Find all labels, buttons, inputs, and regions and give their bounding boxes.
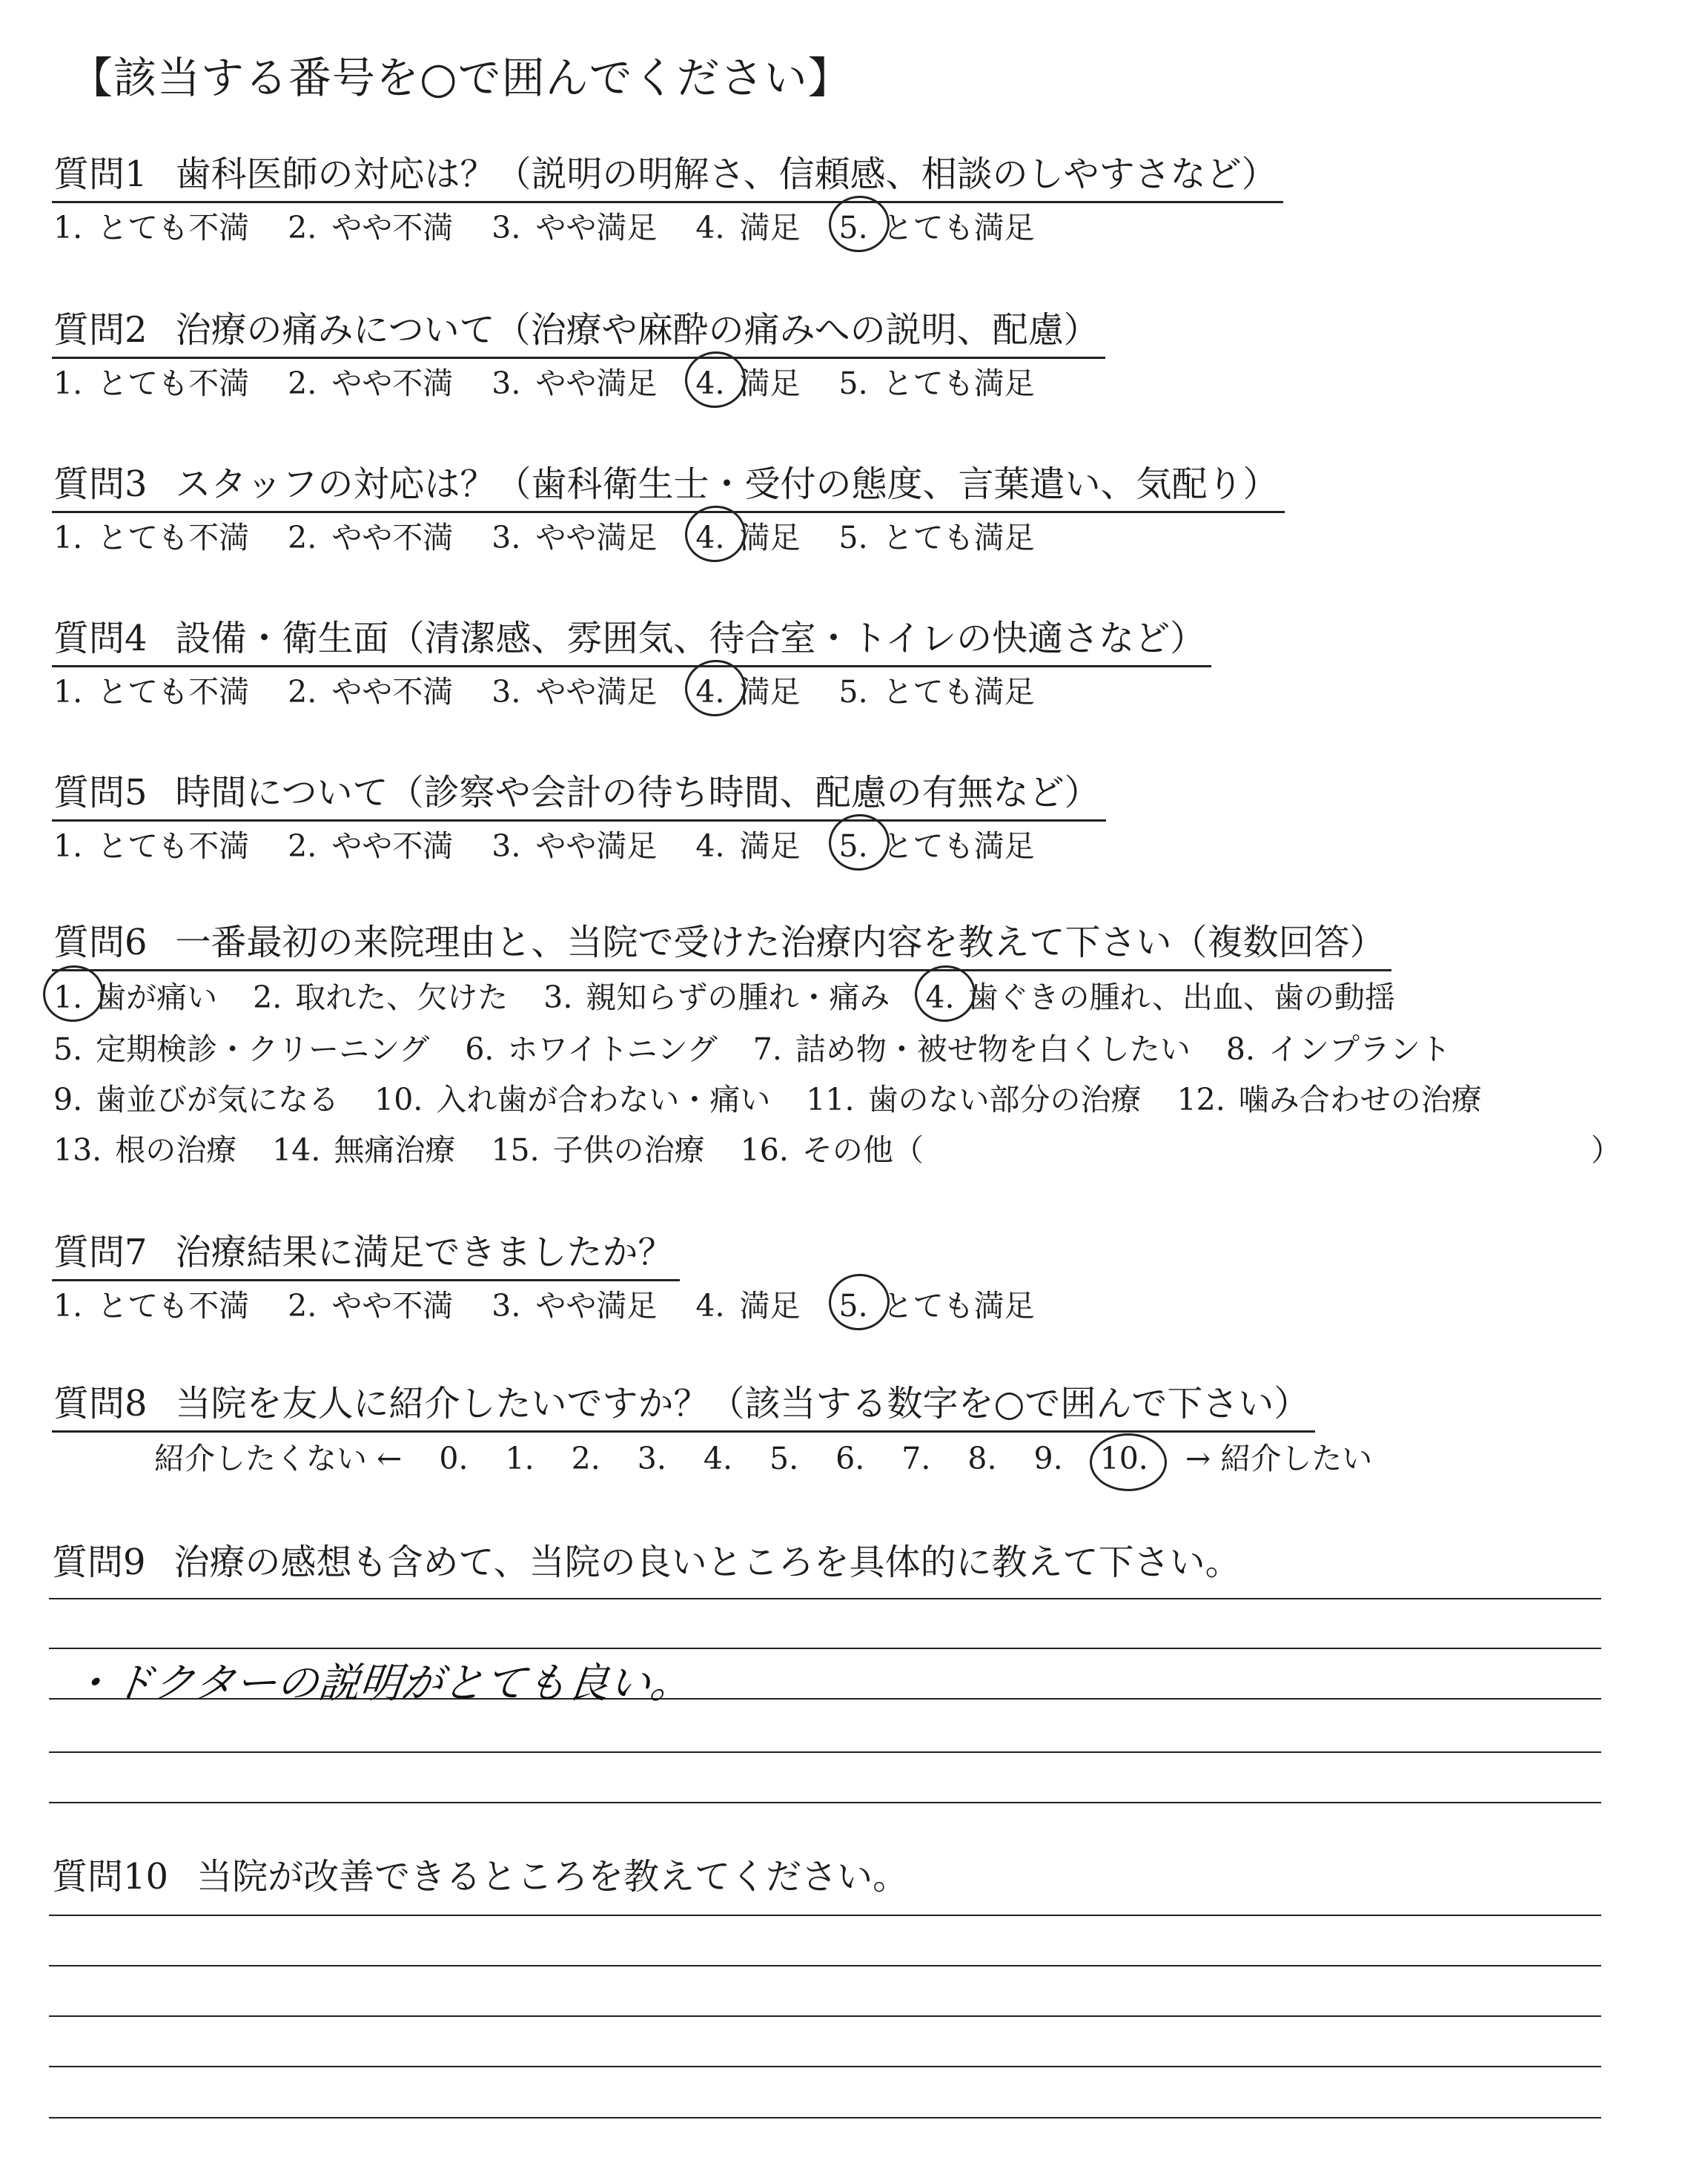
option-label: 歯ぐきの腫れ、出血、歯の動揺 bbox=[967, 980, 1395, 1015]
option-label: やや満足 bbox=[535, 828, 658, 864]
option-number: 15. bbox=[491, 1132, 540, 1168]
option-label: やや不満 bbox=[331, 828, 454, 864]
option-label: 定期検診・クリーニング bbox=[96, 1031, 430, 1067]
option-label: とても不満 bbox=[97, 520, 250, 555]
option-number: 2. bbox=[288, 210, 317, 245]
option-label: とても満足 bbox=[882, 210, 1035, 245]
option-number: 4. bbox=[925, 980, 955, 1015]
rating-option[interactable] bbox=[839, 1281, 1035, 1325]
option-label: 歯が痛い bbox=[96, 980, 218, 1015]
rating-option[interactable] bbox=[288, 203, 453, 247]
rating-option[interactable] bbox=[53, 1281, 249, 1325]
option-number: 2. bbox=[288, 674, 317, 710]
scale-right-label: → 紹介したい bbox=[1185, 1441, 1373, 1476]
question-number: 質問6 bbox=[53, 922, 148, 963]
option-label: 満足 bbox=[739, 674, 801, 710]
answer-line bbox=[49, 2066, 1601, 2067]
option-number: 6. bbox=[465, 1031, 494, 1067]
question-3-heading bbox=[52, 455, 1285, 513]
option-label: 満足 bbox=[739, 828, 801, 864]
checkbox-option[interactable] bbox=[925, 973, 1395, 1017]
rating-option[interactable] bbox=[839, 822, 1035, 865]
option-label: とても満足 bbox=[882, 366, 1035, 401]
option-number: 14. bbox=[272, 1132, 321, 1168]
option-label: とても満足 bbox=[882, 828, 1035, 864]
question-text: 治療結果に満足できましたか？ bbox=[175, 1232, 674, 1273]
other-close-paren: ） bbox=[1591, 1132, 1621, 1168]
checkbox-option[interactable] bbox=[753, 1025, 1191, 1069]
rating-option[interactable] bbox=[288, 667, 453, 711]
option-label: とても不満 bbox=[97, 1288, 250, 1324]
rating-option[interactable] bbox=[53, 667, 249, 711]
option-number: 5. bbox=[838, 520, 868, 555]
option-number: 1. bbox=[53, 1288, 83, 1324]
option-number: 5. bbox=[838, 828, 868, 864]
checkbox-option[interactable] bbox=[53, 973, 217, 1017]
question-10-heading bbox=[52, 1848, 908, 1899]
option-row bbox=[53, 1025, 1486, 1069]
option-number: 3. bbox=[491, 828, 521, 864]
option-number: 2. bbox=[288, 1288, 317, 1324]
checkbox-option[interactable] bbox=[253, 973, 508, 1017]
page-title: 【該当する番号を○で囲んでください】 bbox=[70, 53, 852, 103]
option-number: 3. bbox=[491, 520, 521, 555]
option-number: 4. bbox=[695, 828, 725, 864]
scale-value[interactable]: 2. bbox=[571, 1441, 600, 1476]
question-number: 質問3 bbox=[53, 463, 148, 505]
option-label: やや満足 bbox=[535, 1288, 658, 1324]
option-number: 3. bbox=[491, 366, 521, 401]
question-3-options bbox=[53, 513, 1073, 557]
checkbox-option[interactable] bbox=[53, 1075, 339, 1119]
option-number: 3. bbox=[543, 980, 573, 1015]
checkbox-option[interactable] bbox=[1226, 1025, 1451, 1069]
option-label: 取れた、欠けた bbox=[295, 980, 509, 1015]
option-number: 5. bbox=[53, 1031, 83, 1067]
question-text: 時間について（診察や会計の待ち時間、配慮の有無など） bbox=[175, 772, 1100, 813]
question-8-heading bbox=[52, 1375, 1315, 1433]
checkbox-option[interactable] bbox=[374, 1075, 770, 1119]
scale-value[interactable]: 8. bbox=[967, 1441, 997, 1476]
option-number: 2. bbox=[253, 980, 282, 1015]
option-label: とても不満 bbox=[97, 366, 250, 401]
option-label: やや不満 bbox=[331, 520, 454, 555]
checkbox-option[interactable] bbox=[272, 1126, 455, 1169]
rating-option[interactable] bbox=[491, 822, 657, 865]
option-label: やや満足 bbox=[535, 520, 658, 555]
option-label: とても満足 bbox=[882, 674, 1035, 710]
option-label: 親知らずの腫れ・痛み bbox=[586, 980, 890, 1015]
rating-option[interactable] bbox=[695, 667, 800, 711]
scale-value[interactable]: 7. bbox=[901, 1441, 931, 1476]
checkbox-option[interactable] bbox=[53, 1025, 429, 1069]
option-label: インプラント bbox=[1268, 1031, 1451, 1067]
option-label: やや不満 bbox=[331, 674, 454, 710]
option-label: 子供の治療 bbox=[552, 1132, 705, 1168]
rating-option[interactable] bbox=[839, 667, 1035, 711]
question-number: 質問5 bbox=[53, 772, 148, 813]
question-number: 質問8 bbox=[53, 1383, 148, 1424]
checkbox-option[interactable] bbox=[1177, 1075, 1482, 1119]
option-label: 歯のない部分の治療 bbox=[867, 1082, 1142, 1117]
option-number: 4. bbox=[695, 520, 725, 555]
question-6-heading bbox=[52, 914, 1391, 971]
question-4-heading bbox=[52, 610, 1211, 667]
answer-line bbox=[49, 1802, 1601, 1803]
option-number: 5. bbox=[838, 1288, 868, 1324]
question-1-options bbox=[53, 203, 1073, 247]
question-text: 当院が改善できるところを教えてください。 bbox=[196, 1856, 909, 1898]
option-label: 無痛治療 bbox=[334, 1132, 456, 1168]
rating-option[interactable] bbox=[839, 203, 1035, 247]
checkbox-option[interactable] bbox=[53, 1126, 236, 1169]
scale-value[interactable]: 1. bbox=[505, 1441, 534, 1476]
answer-line bbox=[49, 2015, 1601, 2017]
answer-line bbox=[49, 1598, 1601, 1599]
scale-value[interactable]: 4. bbox=[703, 1441, 733, 1476]
option-number: 4. bbox=[695, 1288, 725, 1324]
option-number: 4. bbox=[695, 210, 725, 245]
option-label: やや満足 bbox=[535, 366, 658, 401]
rating-option[interactable] bbox=[695, 822, 800, 865]
option-label: とても不満 bbox=[97, 674, 250, 710]
question-number: 質問1 bbox=[53, 153, 148, 195]
question-text: 一番最初の来院理由と、当院で受けた治療内容を教えて下さい（複数回答） bbox=[175, 922, 1386, 963]
option-number: 9. bbox=[53, 1082, 83, 1117]
option-label: 詰め物・被せ物を白くしたい bbox=[795, 1031, 1191, 1067]
answer-line bbox=[49, 1965, 1601, 1966]
recommend-scale bbox=[154, 1434, 1409, 1478]
option-label: ホワイトニング bbox=[507, 1031, 718, 1067]
option-label: 満足 bbox=[739, 1288, 801, 1324]
question-text: スタッフの対応は？（歯科衛生士・受付の態度、言葉遣い、気配り） bbox=[175, 463, 1279, 505]
option-label: その他（ bbox=[801, 1132, 924, 1168]
question-text: 当院を友人に紹介したいですか？（該当する数字を○で囲んで下さい） bbox=[175, 1383, 1310, 1424]
scale-value[interactable]: 5. bbox=[769, 1441, 799, 1476]
option-number: 5. bbox=[838, 366, 868, 401]
rating-option[interactable] bbox=[695, 359, 800, 403]
rating-option[interactable] bbox=[839, 513, 1035, 557]
question-number: 質問4 bbox=[53, 618, 148, 659]
option-number: 2. bbox=[288, 520, 317, 555]
scale-left-label: 紹介したくない ← bbox=[154, 1441, 403, 1476]
option-label: とても不満 bbox=[97, 828, 250, 864]
rating-option[interactable] bbox=[695, 203, 800, 247]
scale-value[interactable]: 3. bbox=[637, 1441, 666, 1476]
option-label: とても満足 bbox=[882, 520, 1035, 555]
option-number: 7. bbox=[752, 1031, 782, 1067]
question-text: 設備・衛生面（清潔感、雰囲気、待合室・トイレの快適さなど） bbox=[175, 618, 1206, 659]
rating-option[interactable] bbox=[53, 359, 249, 403]
option-number: 4. bbox=[695, 674, 725, 710]
rating-option[interactable] bbox=[695, 513, 800, 557]
rating-option[interactable] bbox=[839, 359, 1035, 403]
question-7-options bbox=[53, 1281, 1073, 1325]
option-label: やや満足 bbox=[535, 674, 658, 710]
question-2-heading bbox=[52, 301, 1105, 359]
rating-option[interactable] bbox=[288, 359, 453, 403]
option-number: 11. bbox=[806, 1082, 855, 1117]
question-text: 治療の感想も含めて、当院の良いところを具体的に教えて下さい。 bbox=[173, 1542, 1241, 1583]
scale-value[interactable]: 10. bbox=[1099, 1441, 1148, 1476]
question-number: 質問10 bbox=[52, 1856, 169, 1898]
option-label: 歯並びが気になる bbox=[96, 1082, 340, 1117]
rating-option[interactable] bbox=[491, 359, 657, 403]
rating-option[interactable] bbox=[288, 513, 453, 557]
question-2-options bbox=[53, 359, 1073, 403]
rating-option[interactable] bbox=[491, 203, 657, 247]
option-number: 8. bbox=[1225, 1031, 1255, 1067]
option-label: やや不満 bbox=[331, 1288, 454, 1324]
option-label: 噛み合わせの治療 bbox=[1238, 1082, 1482, 1117]
checkbox-option[interactable] bbox=[741, 1126, 924, 1169]
rating-option[interactable] bbox=[288, 1281, 453, 1325]
question-9-heading bbox=[52, 1533, 1241, 1585]
rating-option[interactable] bbox=[491, 513, 657, 557]
answer-line bbox=[49, 1915, 1601, 1916]
question-number: 質問7 bbox=[53, 1232, 148, 1273]
checkbox-option[interactable] bbox=[806, 1075, 1141, 1119]
option-number: 13. bbox=[53, 1132, 102, 1168]
rating-option[interactable] bbox=[288, 822, 453, 865]
answer-line bbox=[49, 1751, 1601, 1753]
option-number: 12. bbox=[1176, 1082, 1225, 1117]
question-number: 質問9 bbox=[52, 1542, 146, 1583]
option-label: 満足 bbox=[739, 520, 801, 555]
option-number: 2. bbox=[288, 828, 317, 864]
rating-option[interactable] bbox=[491, 1281, 657, 1325]
option-number: 10. bbox=[374, 1082, 423, 1117]
option-number: 5. bbox=[838, 674, 868, 710]
option-number: 2. bbox=[288, 366, 317, 401]
question-4-options bbox=[53, 667, 1073, 711]
option-number: 1. bbox=[53, 980, 83, 1015]
question-5-options bbox=[53, 822, 1073, 865]
option-number: 1. bbox=[53, 520, 83, 555]
scale-value[interactable]: 9. bbox=[1033, 1441, 1063, 1476]
option-label: やや不満 bbox=[331, 210, 454, 245]
option-number: 3. bbox=[491, 1288, 521, 1324]
option-row bbox=[53, 973, 1431, 1017]
scale-value[interactable]: 0. bbox=[439, 1441, 469, 1476]
answer-line bbox=[49, 2117, 1601, 2118]
scale-value[interactable]: 6. bbox=[835, 1441, 865, 1476]
option-number: 4. bbox=[695, 366, 725, 401]
option-label: 満足 bbox=[739, 210, 801, 245]
question-5-heading bbox=[52, 764, 1106, 822]
option-label: 根の治療 bbox=[115, 1132, 237, 1168]
handwritten-answer: ・ドクターの説明がとても良い。 bbox=[68, 1659, 695, 1708]
option-row bbox=[53, 1075, 1517, 1119]
option-label: やや不満 bbox=[331, 366, 454, 401]
rating-option[interactable] bbox=[53, 513, 249, 557]
checkbox-option[interactable] bbox=[491, 1126, 704, 1169]
question-7-heading bbox=[52, 1223, 680, 1281]
rating-option[interactable] bbox=[695, 1281, 800, 1325]
option-number: 1. bbox=[53, 674, 83, 710]
rating-option[interactable] bbox=[53, 203, 249, 247]
option-number: 1. bbox=[53, 828, 83, 864]
question-text: 歯科医師の対応は？（説明の明解さ、信頼感、相談のしやすさなど） bbox=[175, 153, 1277, 195]
option-row bbox=[53, 1126, 959, 1169]
option-label: 入れ歯が合わない・痛い bbox=[436, 1082, 771, 1117]
checkbox-option[interactable] bbox=[543, 973, 890, 1017]
option-number: 1. bbox=[53, 366, 83, 401]
option-number: 16. bbox=[740, 1132, 789, 1168]
question-number: 質問2 bbox=[53, 309, 148, 351]
option-number: 1. bbox=[53, 210, 83, 245]
question-1-heading bbox=[52, 145, 1283, 203]
rating-option[interactable] bbox=[491, 667, 657, 711]
option-number: 3. bbox=[491, 674, 521, 710]
option-label: とても満足 bbox=[882, 1288, 1035, 1324]
option-number: 5. bbox=[838, 210, 868, 245]
option-label: とても不満 bbox=[97, 210, 250, 245]
rating-option[interactable] bbox=[53, 822, 249, 865]
option-label: やや満足 bbox=[535, 210, 658, 245]
answer-line bbox=[49, 1648, 1601, 1649]
checkbox-option[interactable] bbox=[465, 1025, 717, 1069]
question-text: 治療の痛みについて（治療や麻酔の痛みへの説明、配慮） bbox=[175, 309, 1099, 351]
option-number: 3. bbox=[491, 210, 521, 245]
option-label: 満足 bbox=[739, 366, 801, 401]
